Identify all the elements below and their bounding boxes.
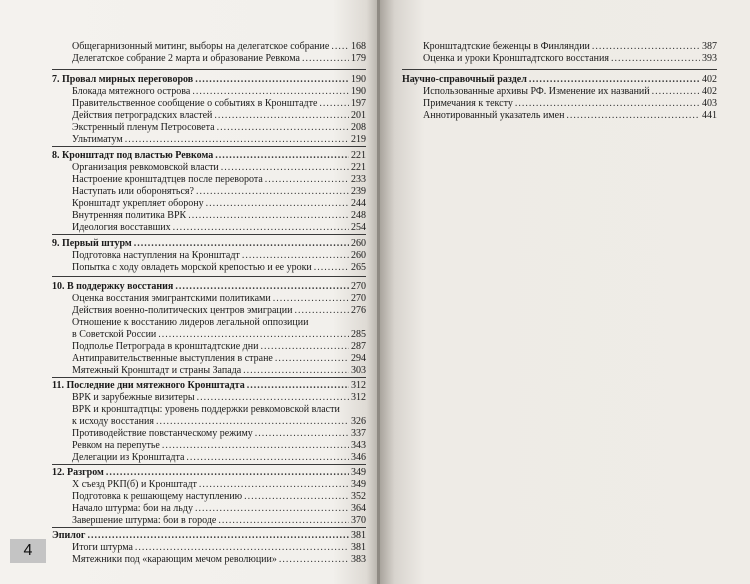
toc-entry: ВРК и кронштадтцы: уровень поддержки ревкомовской власти: [72, 404, 340, 415]
toc-entry: Правительственное сообщение о событиях в Кронштадте ..... 197: [72, 98, 366, 109]
toc-entry: Ультиматум ..... 219: [72, 134, 366, 145]
toc-entry: Начало штурма: бои на льду ..... 364: [72, 503, 366, 514]
toc-entry: Завершение штурма: бои в городе ..... 370: [72, 515, 366, 526]
toc-entry: Наступать или обороняться? ..... 239: [72, 186, 366, 197]
toc-entry: Использованные архивы РФ. Изменение их названий ..... 402: [423, 86, 717, 97]
toc-entry: Антиправительственные выступления в стране ..... 294: [72, 353, 366, 364]
toc-entry: в Советской России ..... 285: [72, 329, 366, 340]
toc-entry: Мятежный Кронштадт и страны Запада ..... 303: [72, 365, 366, 376]
toc-entry: Примечания к тексту ..... 403: [423, 98, 717, 109]
toc-entry: Ревком на перепутье ..... 343: [72, 440, 366, 451]
section-divider: [52, 377, 366, 378]
toc-entry: Оценка восстания эмигрантскими политиками ..... 270: [72, 293, 366, 304]
section-divider: [52, 234, 366, 235]
toc-entry: Противодействие повстанческому режиму ..... 337: [72, 428, 366, 439]
toc-entry: Попытка с ходу овладеть морской крепостью и ее уроки ..... 265: [72, 262, 366, 273]
toc-chapter-heading: 12. Разгром ..... 349: [52, 467, 366, 478]
toc-entry: к исходу восстания ..... 326: [72, 416, 366, 427]
toc-entry: Кронштадтские беженцы в Финляндии ..... 387: [423, 41, 717, 52]
toc-entry: Итоги штурма ..... 381: [72, 542, 366, 553]
section-divider: [52, 527, 366, 528]
toc-entry: X съезд РКП(б) и Кронштадт ..... 349: [72, 479, 366, 490]
toc-entry: Делегатское собрание 2 марта и образование Ревкома ..... 179: [72, 53, 366, 64]
toc-entry: Отношение к восстанию лидеров легальной оппозиции: [72, 317, 309, 328]
toc-chapter-heading: Научно-справочный раздел ..... 402: [402, 74, 717, 85]
section-divider: [402, 69, 717, 70]
toc-entry: Экстренный пленум Петросовета ..... 208: [72, 122, 366, 133]
section-divider: [52, 69, 366, 70]
toc-entry: ВРК и зарубежные визитеры ..... 312: [72, 392, 366, 403]
toc-chapter-heading: 11. Последние дни мятежного Кронштадта ..... 312: [52, 380, 366, 391]
toc-entry: Действия петроградских властей ..... 201: [72, 110, 366, 121]
toc-chapter-heading: 9. Первый штурм ..... 260: [52, 238, 366, 249]
toc-entry: Блокада мятежного острова ..... 190: [72, 86, 366, 97]
toc-entry: Мятежники под «карающим мечом революции» ..... 383: [72, 554, 366, 565]
toc-entry: Делегации из Кронштадта ..... 346: [72, 452, 366, 463]
section-divider: [52, 464, 366, 465]
toc-chapter-heading: 7. Провал мирных переговоров ..... 190: [52, 74, 366, 85]
toc-entry: Общегарнизонный митинг, выборы на делегатское собрание ..... 168: [72, 41, 366, 52]
toc-entry: Организация ревкомовской власти ..... 221: [72, 162, 366, 173]
toc-entry: Подполье Петрограда в кронштадтские дни ..... 287: [72, 341, 366, 352]
toc-entry: Подготовка к решающему наступлению ..... 352: [72, 491, 366, 502]
toc-chapter-heading: 10. В поддержку восстания ..... 270: [52, 281, 366, 292]
toc-chapter-heading: 8. Кронштадт под властью Ревкома ..... 221: [52, 150, 366, 161]
toc-entry: Кронштадт укрепляет оборону ..... 244: [72, 198, 366, 209]
toc-entry: Аннотированный указатель имен ..... 441: [423, 110, 717, 121]
toc-entry: Настроение кронштадтцев после переворота ..... 233: [72, 174, 366, 185]
toc-entry: Подготовка наступления на Кронштадт ..... 260: [72, 250, 366, 261]
toc-entry: Внутренняя политика ВРК ..... 248: [72, 210, 366, 221]
right-page: [380, 0, 750, 584]
toc-entry: Идеология восставших ..... 254: [72, 222, 366, 233]
section-divider: [52, 276, 366, 277]
toc-chapter-heading: Эпилог ..... 381: [52, 530, 366, 541]
toc-entry: Действия военно-политических центров эмиграции ..... 276: [72, 305, 366, 316]
toc-entry: Оценка и уроки Кронштадтского восстания ..... 393: [423, 53, 717, 64]
page-number: 4: [10, 539, 46, 563]
table-of-contents: [380, 0, 750, 584]
section-divider: [52, 146, 366, 147]
